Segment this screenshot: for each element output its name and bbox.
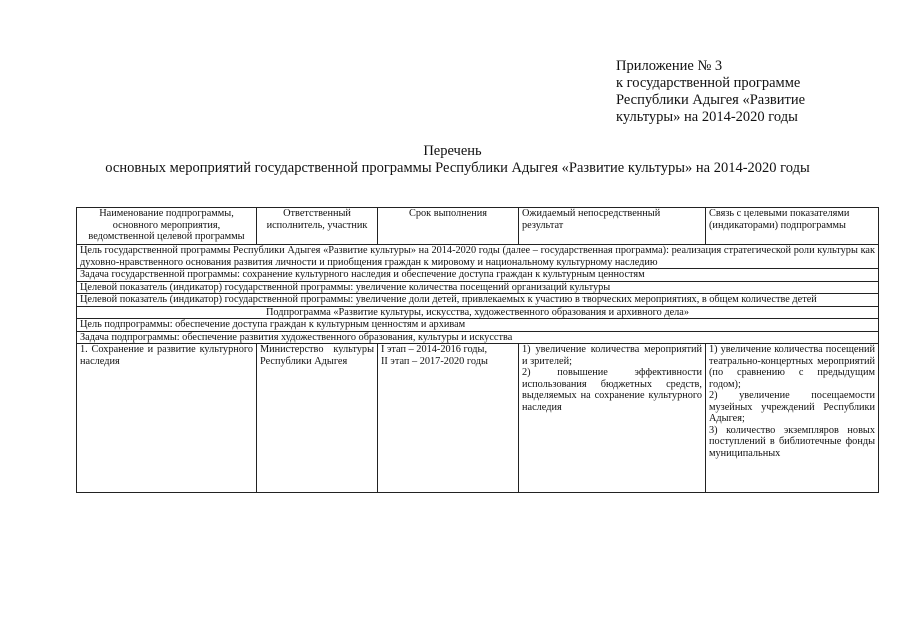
program-indicator: Целевой показатель (индикатор) государственной программы: увеличение доли детей, привлекаемых к участию в творческих мероприятиях, в общем количестве детей bbox=[77, 294, 879, 307]
header-name: Наименование подпрограммы, основного мероприятия, ведомственной целевой программы bbox=[77, 208, 257, 245]
link-item: 3) количество экземпляров новых поступлений в библиотечные фонды муниципальных bbox=[709, 424, 875, 459]
table-row bbox=[77, 344, 879, 493]
link-item: 1) увеличение количества посещений театрально-концертных мероприятий (по сравнению с предыдущим годом); bbox=[709, 344, 875, 390]
measure-result bbox=[519, 344, 706, 493]
header-result: Ожидаемый непосредственный результат bbox=[519, 208, 706, 245]
table-row bbox=[77, 319, 879, 332]
header-executor: Ответственный исполнитель, участник bbox=[257, 208, 378, 245]
table-row bbox=[77, 306, 879, 319]
appendix-line: культуры» на 2014-2020 годы bbox=[616, 109, 798, 125]
table-row bbox=[77, 269, 879, 282]
measures-table bbox=[76, 207, 879, 493]
header-link: Связь с целевыми показателями (индикаторами) подпрограммы bbox=[706, 208, 879, 245]
measure-link bbox=[706, 344, 879, 493]
table-row bbox=[77, 281, 879, 294]
subprogram-goal: Цель подпрограммы: обеспечение доступа граждан к культурным ценностям и архивам bbox=[77, 319, 879, 332]
program-task: Задача государственной программы: сохранение культурного наследия и обеспечение доступа граждан к культурным ценностям bbox=[77, 269, 879, 282]
document-title bbox=[0, 143, 905, 177]
result-item: 2) повышение эффективности использования бюджетных средств, выделяемых на сохранение культурного наследия bbox=[522, 367, 702, 413]
measure-executor: Министерство культуры Республики Адыгея bbox=[257, 344, 378, 493]
appendix-note bbox=[616, 58, 805, 126]
appendix-line: к государственной программе bbox=[616, 75, 801, 91]
appendix-line: Приложение № 3 bbox=[616, 58, 723, 74]
appendix-line: Республики Адыгея «Развитие bbox=[616, 92, 806, 108]
table-header-row bbox=[77, 208, 879, 245]
table-row bbox=[77, 294, 879, 307]
measure-name: 1. Сохранение и развитие культурного наследия bbox=[77, 344, 257, 493]
title-heading: Перечень bbox=[423, 143, 482, 159]
program-goal: Цель государственной программы Республики Адыгея «Развитие культуры» на 2014-2020 годы (далее – государственная программа): реализация стратегической роли культуры как духовно-нравственного основания развития личности и приобщения граждан к мировому и национальному культурному наследию bbox=[77, 245, 879, 269]
term-stage-1: I этап – 2014-2016 годы, bbox=[381, 344, 488, 355]
header-term: Срок выполнения bbox=[378, 208, 519, 245]
measure-term bbox=[378, 344, 519, 493]
table-row bbox=[77, 331, 879, 344]
subprogram-title: Подпрограмма «Развитие культуры, искусства, художественного образования и архивного дела» bbox=[77, 306, 879, 319]
subprogram-task: Задача подпрограммы: обеспечение развития художественного образования, культуры и искусства bbox=[77, 331, 879, 344]
program-indicator: Целевой показатель (индикатор) государственной программы: увеличение количества посещений организаций культуры bbox=[77, 281, 879, 294]
link-item: 2) увеличение посещаемости музейных учреждений Республики Адыгея; bbox=[709, 390, 875, 424]
term-stage-2: II этап – 2017-2020 годы bbox=[381, 355, 488, 367]
table-row bbox=[77, 245, 879, 269]
result-item: 1) увеличение количества мероприятий и зрителей; bbox=[522, 344, 702, 367]
title-subheading: основных мероприятий государственной программы Республики Адыгея «Развитие культуры» на 2014-2020 годы bbox=[105, 160, 810, 176]
